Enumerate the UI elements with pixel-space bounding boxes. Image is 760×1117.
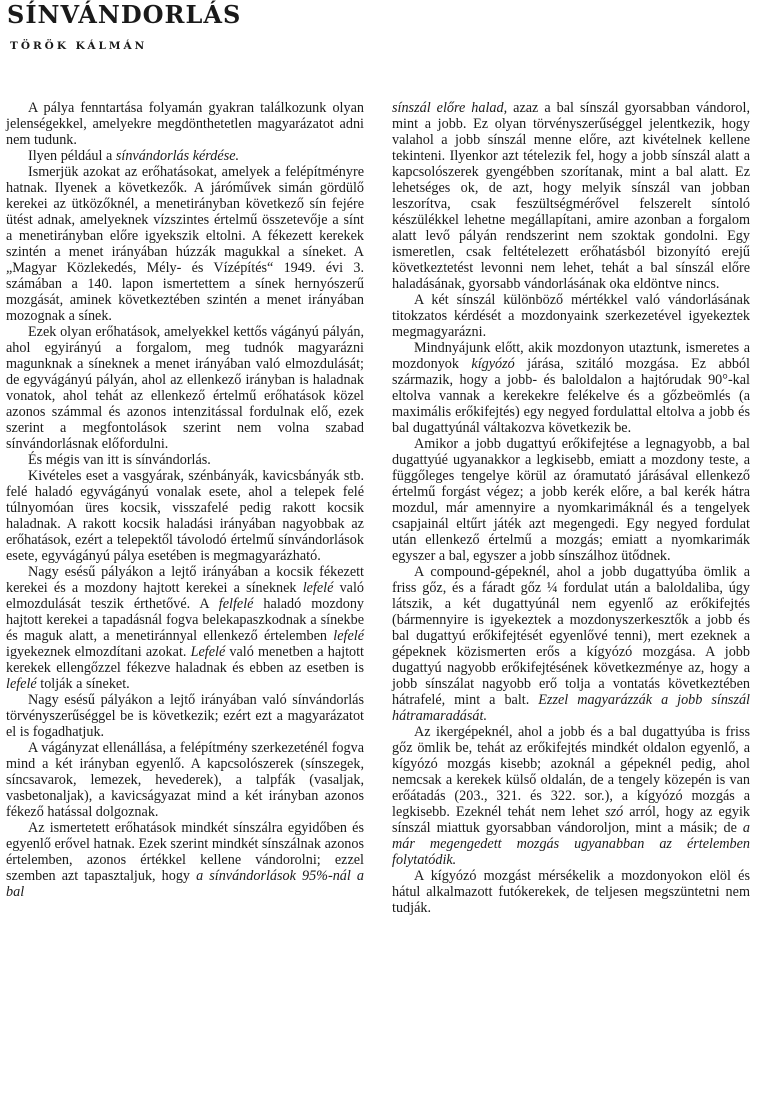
emphasis-text: kígyózó (471, 356, 515, 372)
text-run: A pálya fenntartása folyamán gyakran találkozunk olyan jelenségekkel, amelyekre megdönthetetlen magyarázatot adni nem tudunk. (6, 100, 364, 148)
text-run: Kivételes eset a vasgyárak, szénbányák, kavicsbányák stb. felé haladó egyvágányú vonalak esete, ahol a telepek felé túlnyomóan üres kocsik, visszafelé pedig rakott kocsik haladnak. A rakott kocsik haladási irányában nagyobbak az erőhatások, ezért a telepektől távolodó értelmű sínvándorlások esete, egyvágányú pálya esetében is megmagyarázható. (6, 468, 364, 564)
emphasis-text: lefelé (302, 580, 334, 596)
text-run: Nagy esésű pályákon a lejtő irányában a kocsik fékezett kerekei és a mozdony hajtott kerekei a síneknek (6, 564, 364, 596)
article-title: SÍNVÁNDORLÁS (7, 0, 242, 29)
paragraph (392, 564, 750, 724)
paragraph (392, 100, 750, 292)
paragraph (6, 692, 364, 740)
paragraph (6, 148, 364, 164)
text-run: Ismerjük azokat az erőhatásokat, amelyek a felépítményre hatnak. Ilyenek a következők. A járóművek simán gördülő kerekei az ütközőknél, a menetirányban következő sín fejére ütést adnak, amelyeknek vízszintes értelmű összetevője a sínt a menetirányban előre igyekszik eltolni. A fékezett kerekek szintén a menet irányában húzzák magukkal a síneket. A „Magyar Közlekedés, Mély- és Vízépítés“ 1949. évi 3. számában a 140. lapon ismertettem a sínek hernyószerű mozgását, aminek következtében szintén a menet irányában mozognak a sínek. (6, 164, 364, 324)
paragraph (392, 724, 750, 868)
emphasis-text: lefelé (6, 676, 37, 692)
paragraph (6, 468, 364, 564)
paragraph (6, 820, 364, 900)
right-column (392, 100, 750, 916)
text-run: való menetben a hajtott kerekek ellengőzzel fékezve haladnak és ebben az esetben is (6, 644, 364, 676)
text-run: azaz a bal sínszál gyorsabban vándorol, mint a jobb. Ez olyan törvényszerűséggel jelentkezik, hogy valahol a jobb sínszál menne előre, azt kivételnek kellene tekinteni. Ilyenkor azt tételezik fel, hogy a jobb sínszál alatt a kapcsolószerek gyengébben szorítanak, mint a bal alatt. Ez lehetséges ok, de azt, hogy melyik sínszál van jobban leszorítva, csak feszültségmérővel felszerelt síntoló készülékkel lehetne megállapítani, amire azonban a forgalom alatt levő pályán rendszerint nem szoktak gondolni. Egy ismeretlen, csak feltételezett erőhatásból bizonyító erejű következtetést levonni nem lehet, tehát a bal sínszál előre haladásának, gyorsabb vándorlásának oka eldöntve nincs. (392, 100, 750, 292)
emphasis-text: Lefelé (190, 644, 226, 660)
paragraph (6, 564, 364, 692)
emphasis-text: lefelé (333, 628, 364, 644)
text-run: A compound-gépeknél, ahol a jobb dugattyúba ömlik a friss gőz, és a fáradt gőz ¼ fordulat után a baloldaliba, úgy látszik, a két dugattyúnál nem egyenlő az erőkifejtés (bármennyire is igyekeztek a mozdonyszerkesztők a jobb és bal dugattyú erőkifejtését egyenlővé tenni), mert ezeknek a gépeknek közismerten erős a kígyózó mozgása. A jobb dugattyú nagyobb erőkifejtésének következménye az, hogy a jobb sínszálat nagyobb erő tolja a vontatás következtében hátrafelé, mint a balt. (392, 564, 750, 708)
paragraph (6, 100, 364, 148)
emphasis-text: sínvándorlás kérdése. (115, 148, 240, 164)
text-run: tolják a síneket. (36, 676, 130, 692)
emphasis-text: a már megengedett mozgás ugyanabban az értelemben folytatódik. (392, 820, 750, 868)
text-run: Ezek olyan erőhatások, amelyekkel kettős vágányú pályán, ahol egyirányú a forgalom, meg tudnók magyarázni magunknak a síneknek a menet irányában való elmozdulását; de egyvágányú pályán, ahol az ellenkező irányban is haladnak vonatok, ahol tehát az ellenkező értelmű erőhatások közel azonos számmal és azonos intenzitással fordulnak elő, ezek szerint a megfontolások szerint nem volna szabad sínvándorlásnak előfordulni. (6, 324, 364, 452)
text-run: És mégis van itt is sínvándorlás. (28, 452, 211, 468)
emphasis-text: sínszál előre halad, (392, 100, 508, 116)
text-run: arról, hogy az egyik sínszál miattuk gyorsabban vándoroljon, mint a másik; de (392, 804, 750, 836)
paragraph (392, 340, 750, 436)
text-run: Mindnyájunk előtt, akik mozdonyon utaztunk, ismeretes a mozdonyok (392, 340, 750, 372)
text-run: igyekeznek elmozdítani azokat. (6, 644, 191, 660)
paragraph (392, 868, 750, 916)
text-run: Nagy esésű pályákon a lejtő irányában való sínvándorlás törvényszerűséggel be is következik; ezért ezt a magyarázatot el is fogadhatjuk. (6, 692, 364, 740)
text-run: való elmozdulását teszik érthetővé. A (6, 580, 364, 612)
text-run: Az ikergépeknél, ahol a jobb és a bal dugattyúba is friss gőz ömlik be, tehát az erőkifejtés mindkét oldalon egyenlő, a kígyózó mozgás kisebb; azoknál a gépeknél pedig, ahol nemcsak a kerekek külső oldalán, de a tengely közepén is van erőátadás (203., 321. és 322. sor.), a kígyózó mozgás a legkisebb. Ezeknél tehát nem lehet (392, 724, 750, 820)
left-column (6, 100, 364, 900)
text-run: Amikor a jobb dugattyú erőkifejtése a legnagyobb, a bal dugattyúé ugyanakkor a legkisebb, emiatt a mozdony teste, a függőleges tengelye körül az óramutató járásával ellenkező értelmű forgást végez; a jobb kerék előre, a bal kerék hátra mozdul, már amennyire a nyomkarimáknál és a tengelyek csapjainál eltűrt játék azt megengedi. Egy negyed fordulat után ellenkező értelmű a mozgás; emiatt a nyomkarimák egyszer a bal, egyszer a jobb sínszálhoz ütődnek. (392, 436, 750, 564)
paragraph (6, 740, 364, 820)
text-run: Az ismertetett erőhatások mindkét sínszálra egyidőben és egyenlő erővel hatnak. Ezek szerint mindkét sínszálnak azonos értelemben, azonos értékkel kellene vándorolni; ezzel szemben azt tapasztaljuk, hogy (6, 820, 364, 884)
text-run: A vágányzat ellenállása, a felépítmény szerkezeténél fogva mind a két irányban egyenlő. A kapcsolószerek (sínszegek, síncsavarok, lemezek, hevederek), a talpfák (vasaljak, vasbetonaljak), a kavicságyazat mind a két irányban azonos fékező hatással dolgoznak. (6, 740, 364, 820)
text-run: járása, szitáló mozgása. Ez abból származik, hogy a jobb- és baloldalon a hajtórudak 90°-kal eltolva vannak a kerekekre felékelve és a gőzbeömlés (a maximális erőkifejtés) egy negyed fordulattal eltolva a jobb és bal dugattyúnál váltakozva következik be. (392, 356, 751, 436)
emphasis-text: felfelé (218, 596, 254, 612)
paragraph (6, 164, 364, 324)
emphasis-text: a sínvándorlások 95%-nál a bal (6, 868, 364, 900)
text-run: haladó mozdony hajtott kerekei a tapadásnál fogva belekapaszkodnak a sínekbe és maguk alatt, a menetiránnyal ellenkező értelemben (6, 596, 365, 644)
text-run: A két sínszál különböző mértékkel való vándorlásának titokzatos kérdését a mozdonyaink szerkezetével igyekeztek megmagyarázni. (392, 292, 750, 340)
paragraph (392, 292, 750, 340)
paragraph (6, 452, 364, 468)
emphasis-text: szó (605, 804, 624, 820)
text-run: Ilyen például a (28, 148, 116, 164)
article-author: TÖRÖK KÁLMÁN (10, 40, 148, 52)
text-run: A kígyózó mozgást mérsékelik a mozdonyokon elöl és hátul alkalmazott futókerekek, de teljesen megszüntetni nem tudják. (392, 868, 750, 916)
emphasis-text: Ezzel magyarázzák a jobb sínszál hátramaradását. (392, 692, 750, 724)
paragraph (6, 324, 364, 452)
paragraph (392, 436, 750, 564)
